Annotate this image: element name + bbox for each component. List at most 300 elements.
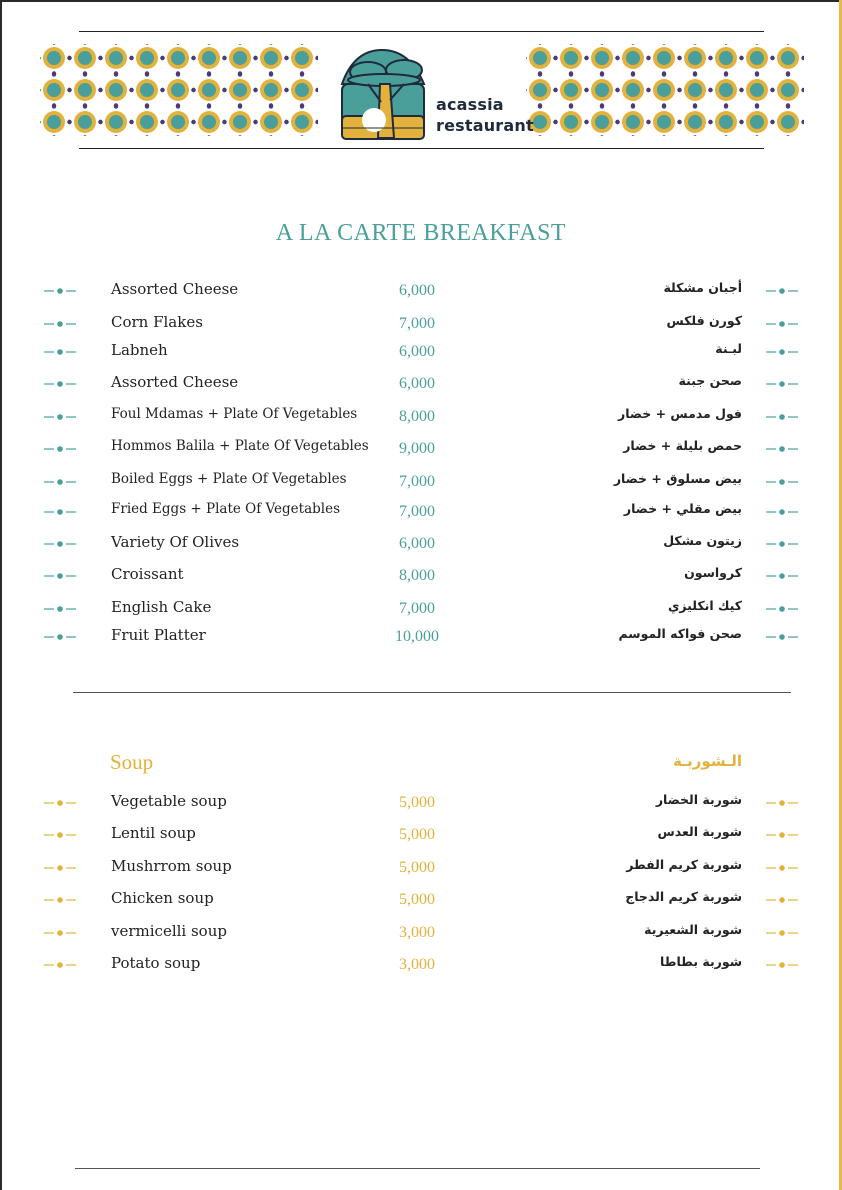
mosaic-dot [114,44,118,45]
mosaic-dot [538,104,542,108]
mosaic-tile-center [688,115,702,129]
menu-item-name: Chicken soup [111,889,214,907]
mosaic-tile-center [595,83,609,97]
mosaic-dot [739,56,743,60]
mosaic-dot [191,120,195,124]
decorative-dash-dot-icon [764,564,800,588]
menu-item-name-arabic: صحن جبنة [678,373,742,388]
mosaic-dot [83,135,87,136]
mosaic-tile-center [719,115,733,129]
mosaic-dot [693,44,697,45]
mosaic-dot [755,72,759,76]
decorative-dash-dot-icon [764,340,800,364]
page-border-left [0,0,2,1190]
mosaic-tile-center [233,83,247,97]
menu-item-row [0,340,842,364]
menu-item-price: 7,000 [399,315,435,332]
mosaic-dot [662,44,666,45]
menu-item-row [0,625,842,649]
header-rule-top [79,31,764,32]
mosaic-dot [631,44,635,45]
mosaic-dot [284,88,288,92]
mosaic-dot [708,120,712,124]
menu-item-name-arabic: زيتون مشكل [663,533,742,548]
menu-item-name: Foul Mdamas + Plate Of Vegetables [111,406,358,422]
menu-item-row [0,532,842,556]
menu-item-name: Hommos Balila + Plate Of Vegetables [111,438,369,454]
decorative-dash-dot-icon [42,888,78,912]
menu-item-name-arabic: فول مدمس + خضار [618,406,742,421]
mosaic-dot [538,72,542,76]
mosaic-dot [98,120,102,124]
mosaic-tile-center [626,115,640,129]
decorative-dash-dot-icon [764,405,800,429]
mosaic-tile-center [78,83,92,97]
mosaic-dot [114,72,118,76]
menu-item-price: 8,000 [399,408,435,425]
menu-item-price: 7,000 [399,600,435,617]
mosaic-dot [145,135,149,136]
mosaic-dot [693,135,697,136]
mosaic-dot [176,72,180,76]
mosaic-dot [269,104,273,108]
menu-item-row [0,470,842,494]
mosaic-dot [739,88,743,92]
mosaic-dot [67,88,71,92]
decorative-dash-dot-icon [42,791,78,815]
menu-item-price: 7,000 [399,473,435,490]
menu-item-name: Assorted Cheese [111,373,239,391]
menu-item-name-arabic: شوربة العدس [657,824,742,839]
mosaic-dot [129,120,133,124]
mosaic-tile-center [564,115,578,129]
mosaic-dot [600,72,604,76]
decorative-dash-dot-icon [764,921,800,945]
mosaic-tile-center [202,115,216,129]
menu-item-name: vermicelli soup [111,922,227,940]
mosaic-dot [300,44,304,45]
mosaic-tile-center [657,83,671,97]
menu-item-name-arabic: بيض مقلي + خضار [623,501,742,516]
mosaic-dot [693,104,697,108]
mosaic-tile-center [78,51,92,65]
menu-item-name-arabic: كرواسون [684,565,742,580]
mosaic-tile-center [264,115,278,129]
mosaic-dot [207,135,211,136]
menu-item-price: 3,000 [399,924,435,941]
decorative-dash-dot-icon [764,532,800,556]
mosaic-dot [315,120,318,124]
header-rule-bottom [79,148,764,149]
decorative-dash-dot-icon [42,597,78,621]
mosaic-tile-center [719,83,733,97]
decorative-dash-dot-icon [764,470,800,494]
mosaic-dot [615,120,619,124]
mosaic-dot [98,56,102,60]
menu-item-name: Assorted Cheese [111,280,239,298]
menu-item-price: 9,000 [399,440,435,457]
mosaic-dot [739,120,743,124]
mosaic-dot [584,56,588,60]
mosaic-dot [145,44,149,45]
mosaic-dot [553,56,557,60]
mosaic-dot [770,88,774,92]
mosaic-tile-center [109,115,123,129]
mosaic-tile-center [657,51,671,65]
menu-item-name-arabic: حمص بليلة + خضار [623,438,742,453]
menu-item-name-arabic: بيض مسلوق + خضار [613,471,742,486]
mosaic-dot [284,120,288,124]
decorative-dash-dot-icon [42,625,78,649]
menu-item-name: Potato soup [111,954,201,972]
mosaic-tile-center [533,115,547,129]
mosaic-dot [677,120,681,124]
mosaic-dot [176,44,180,45]
menu-item-price: 3,000 [399,956,435,973]
menu-item-price: 5,000 [399,794,435,811]
mosaic-dot [584,120,588,124]
mosaic-tile-center [626,51,640,65]
mosaic-dot [786,44,790,45]
mosaic-dot [801,56,804,60]
menu-item-row [0,564,842,588]
decorative-dash-dot-icon [42,405,78,429]
menu-item-name-arabic: أجبان مشكلة [663,280,742,295]
mosaic-tile-center [564,83,578,97]
mosaic-dot [52,135,56,136]
mosaic-dot [662,135,666,136]
mosaic-dot [269,135,273,136]
decorative-dash-dot-icon [42,823,78,847]
mosaic-dot [315,88,318,92]
menu-item-name: Variety Of Olives [111,533,240,551]
decorative-dash-dot-icon [764,856,800,880]
mosaic-dot [600,104,604,108]
mosaic-tile-center [533,83,547,97]
mosaic-dot [238,135,242,136]
menu-item-name: Vegetable soup [111,792,227,810]
menu-item-row [0,791,842,815]
menu-item-row [0,405,842,429]
footer-divider [75,1168,760,1169]
mosaic-dot [724,135,728,136]
mosaic-tile-center [233,51,247,65]
menu-item-price: 5,000 [399,891,435,908]
menu-item-row [0,312,842,336]
mosaic-dot [584,88,588,92]
menu-item-row [0,888,842,912]
menu-item-price: 6,000 [399,343,435,360]
mosaic-tile-center [140,51,154,65]
mosaic-dot [569,135,573,136]
mosaic-dot [677,88,681,92]
mosaic-dot [253,56,257,60]
mosaic-tile-center [109,51,123,65]
mosaic-dot [52,104,56,108]
mosaic-dot [222,56,226,60]
mosaic-dot [538,135,542,136]
mosaic-dot [114,104,118,108]
decorative-dash-dot-icon [764,597,800,621]
mosaic-tile-center [688,83,702,97]
decorative-dash-dot-icon [42,564,78,588]
mosaic-dot [662,104,666,108]
menu-item-price: 6,000 [399,375,435,392]
menu-item-name-arabic: شوربة الخضار [655,792,742,807]
mosaic-dot [176,135,180,136]
mosaic-dot [538,44,542,45]
mosaic-dot [238,72,242,76]
decorative-dash-dot-icon [42,372,78,396]
mosaic-dot [646,120,650,124]
mosaic-dot [553,88,557,92]
mosaic-dot [253,120,257,124]
mosaic-tile-center [781,83,795,97]
menu-item-name: Fried Eggs + Plate Of Vegetables [111,501,341,517]
decorative-dash-dot-icon [42,921,78,945]
mosaic-dot [600,135,604,136]
decorative-dash-dot-icon [42,437,78,461]
mosaic-tile-center [264,83,278,97]
mosaic-dot [693,72,697,76]
mosaic-dot [553,120,557,124]
menu-item-row [0,856,842,880]
menu-item-name: Fruit Platter [111,626,206,644]
decorative-dash-dot-icon [42,532,78,556]
menu-item-price: 10,000 [395,628,439,645]
decorative-dash-dot-icon [764,888,800,912]
mosaic-dot [114,135,118,136]
mosaic-dot [631,104,635,108]
mosaic-tile-center [140,115,154,129]
mosaic-dot [40,120,41,124]
mosaic-tile-center [47,115,61,129]
menu-item-price: 5,000 [399,859,435,876]
mosaic-dot [300,135,304,136]
mosaic-dot [646,56,650,60]
mosaic-tile-center [264,51,278,65]
mosaic-tile-center [171,51,185,65]
brand-subtitle: restaurant [436,116,534,135]
mosaic-dot [67,56,71,60]
mosaic-dot [631,135,635,136]
mosaic-dot [755,44,759,45]
mosaic-tile-center [140,83,154,97]
mosaic-dot [145,72,149,76]
mosaic-dot [145,104,149,108]
mosaic-dot [801,88,804,92]
mosaic-dot [770,56,774,60]
mosaic-dot [526,88,527,92]
mosaic-tile-center [109,83,123,97]
decorative-dash-dot-icon [764,823,800,847]
menu-item-row [0,372,842,396]
menu-item-name: Mushrrom soup [111,857,232,875]
menu-item-row [0,921,842,945]
menu-item-name: Corn Flakes [111,313,203,331]
decorative-dash-dot-icon [764,953,800,977]
menu-item-name-arabic: لبـنة [715,341,742,356]
mosaic-tile-center [171,83,185,97]
mosaic-dot [801,120,804,124]
mosaic-dot [569,104,573,108]
mosaic-tile-center [202,51,216,65]
mosaic-dot [708,56,712,60]
mosaic-dot [708,88,712,92]
mosaic-dot [269,44,273,45]
mosaic-tile-center [564,51,578,65]
mosaic-dot [786,135,790,136]
menu-item-name-arabic: كورن فلكس [666,313,742,328]
menu-item-row [0,437,842,461]
acacia-tree-logo-icon [334,44,434,144]
mosaic-dot [755,135,759,136]
mosaic-dot [160,88,164,92]
menu-item-name-arabic: شوربة بطاطا [660,954,742,969]
mosaic-tile-center [47,51,61,65]
mosaic-dot [615,88,619,92]
decorative-dash-dot-icon [42,470,78,494]
mosaic-dot [253,88,257,92]
mosaic-tile-center [750,51,764,65]
mosaic-dot [207,104,211,108]
decorative-dash-dot-icon [764,625,800,649]
mosaic-tile-center [657,115,671,129]
mosaic-pattern-left [40,44,318,136]
decorative-dash-dot-icon [764,500,800,524]
mosaic-tile-center [47,83,61,97]
soup-section-title: Soup [110,750,154,774]
decorative-dash-dot-icon [764,372,800,396]
menu-item-name-arabic: شوربة كريم الفطر [626,857,742,872]
menu-item-name-arabic: صحن فواكه الموسم [618,626,742,641]
breakfast-section-title: A LA CARTE BREAKFAST [275,220,567,246]
mosaic-dot [526,56,527,60]
menu-item-name-arabic: شوربة الشعيرية [644,922,742,937]
mosaic-dot [98,88,102,92]
mosaic-tile-center [171,115,185,129]
menu-item-name: English Cake [111,598,212,616]
mosaic-tile-center [781,51,795,65]
mosaic-tile-center [295,83,309,97]
mosaic-tile-center [719,51,733,65]
mosaic-dot [207,72,211,76]
mosaic-tile-center [533,51,547,65]
menu-item-row [0,597,842,621]
decorative-dash-dot-icon [42,279,78,303]
mosaic-tile-center [750,83,764,97]
mosaic-dot [615,56,619,60]
mosaic-tile-center [78,115,92,129]
mosaic-dot [770,120,774,124]
decorative-dash-dot-icon [764,437,800,461]
mosaic-dot [724,72,728,76]
decorative-dash-dot-icon [42,953,78,977]
menu-item-price: 8,000 [399,567,435,584]
decorative-dash-dot-icon [42,856,78,880]
menu-item-price: 6,000 [399,535,435,552]
mosaic-dot [786,104,790,108]
mosaic-dot [631,72,635,76]
mosaic-dot [786,72,790,76]
mosaic-dot [176,104,180,108]
menu-item-name: Labneh [111,341,168,359]
menu-item-row [0,823,842,847]
menu-item-price: 5,000 [399,826,435,843]
mosaic-tile-center [626,83,640,97]
menu-item-name: Croissant [111,565,184,583]
mosaic-dot [129,88,133,92]
mosaic-tile-center [202,83,216,97]
mosaic-tile-center [595,115,609,129]
mosaic-tile-center [295,51,309,65]
mosaic-tile-center [781,115,795,129]
mosaic-dot [129,56,133,60]
decorative-dash-dot-icon [42,500,78,524]
decorative-dash-dot-icon [42,340,78,364]
mosaic-dot [269,72,273,76]
menu-item-row [0,279,842,303]
menu-item-price: 6,000 [399,282,435,299]
mosaic-tile-center [295,115,309,129]
mosaic-dot [83,72,87,76]
mosaic-dot [191,56,195,60]
menu-item-name-arabic: كيك انكليزي [667,598,742,613]
mosaic-dot [724,104,728,108]
mosaic-dot [40,88,41,92]
mosaic-dot [160,120,164,124]
mosaic-dot [662,72,666,76]
mosaic-dot [52,72,56,76]
mosaic-tile-center [688,51,702,65]
mosaic-dot [569,72,573,76]
decorative-dash-dot-icon [42,312,78,336]
section-divider [73,692,791,693]
mosaic-dot [646,88,650,92]
mosaic-dot [191,88,195,92]
decorative-dash-dot-icon [764,279,800,303]
mosaic-dot [160,56,164,60]
mosaic-dot [207,44,211,45]
brand-name: acassia [436,95,504,114]
mosaic-dot [222,88,226,92]
mosaic-dot [315,56,318,60]
mosaic-dot [67,120,71,124]
mosaic-dot [600,44,604,45]
menu-item-price: 7,000 [399,503,435,520]
menu-item-row [0,500,842,524]
mosaic-dot [569,44,573,45]
page-border-top [0,0,842,2]
soup-section-title-arabic: الـشوربـة [672,752,742,770]
mosaic-dot [284,56,288,60]
mosaic-dot [238,104,242,108]
menu-item-name-arabic: شوربة كريم الدجاج [625,889,742,904]
mosaic-dot [755,104,759,108]
mosaic-dot [677,56,681,60]
menu-item-row [0,953,842,977]
mosaic-dot [222,120,226,124]
mosaic-dot [83,44,87,45]
decorative-dash-dot-icon [764,791,800,815]
mosaic-dot [300,104,304,108]
menu-item-name: Lentil soup [111,824,196,842]
decorative-dash-dot-icon [764,312,800,336]
mosaic-dot [40,56,41,60]
mosaic-pattern-right [526,44,804,136]
mosaic-tile-center [233,115,247,129]
mosaic-dot [52,44,56,45]
